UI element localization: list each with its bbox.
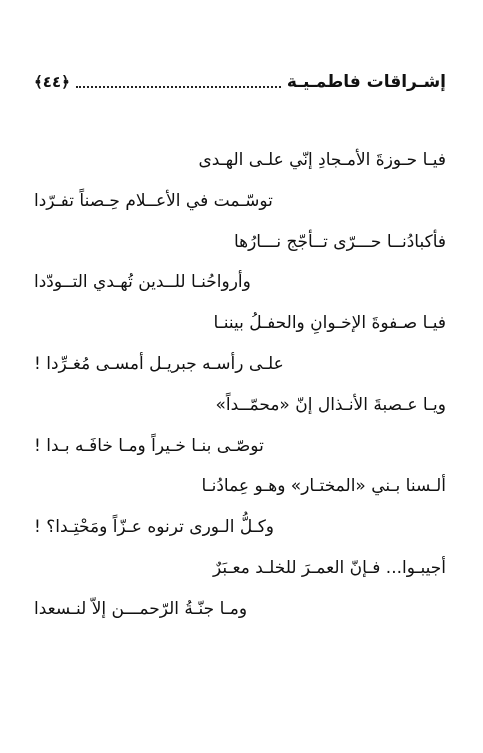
page-number: ﴿٤٤﴾ bbox=[34, 73, 70, 91]
verse-line: علـى رأسـه جبريـل أمسـى مُغـرِّدا ! bbox=[34, 353, 284, 374]
verse-line: فيـا حـوزةَ الأمـجادِ إنّي علـى الهـدى bbox=[198, 150, 446, 170]
poem bbox=[34, 140, 446, 630]
verse-line: وأرواحُنـا للــدين تُهـدي التــودّدا bbox=[34, 272, 251, 293]
verse-line: ومـا جنّـةُ الرّحمـــن إلاّ لنـسعدا bbox=[34, 598, 248, 619]
verse-line: فأكبادُنــا حـــرّى تــأجّج نـــارُها bbox=[233, 231, 446, 252]
book-title: إشـراقات فاطمـيـة bbox=[286, 72, 446, 92]
verse-line: فيـا صـفوةَ الإخـوانِ والحفـلُ بيننـا bbox=[213, 313, 446, 334]
verse-line: وكـلُّ الـورى ترنوه عـزّاً ومَحْتِـدا؟ ! bbox=[34, 517, 275, 538]
verse-line: ويـا عـصبةَ الأنـذال إنّ «محمّــداً» bbox=[215, 394, 446, 415]
verse-line: أجيبـوا... فـإنّ العمـرَ للخلـد معـبَرٌ bbox=[213, 557, 446, 578]
verse-line: توسّـمت في الأعــلام حِـصناً تفـرّدا bbox=[34, 190, 273, 211]
running-header bbox=[34, 70, 446, 94]
verse-line: توصّـى بنـا خـيراً ومـا خافَـه بـدا ! bbox=[34, 435, 264, 456]
verse-line: ألـسنا بـني «المختـار» وهـو عِمادُنـا bbox=[201, 476, 446, 497]
dotted-leader bbox=[76, 86, 281, 88]
